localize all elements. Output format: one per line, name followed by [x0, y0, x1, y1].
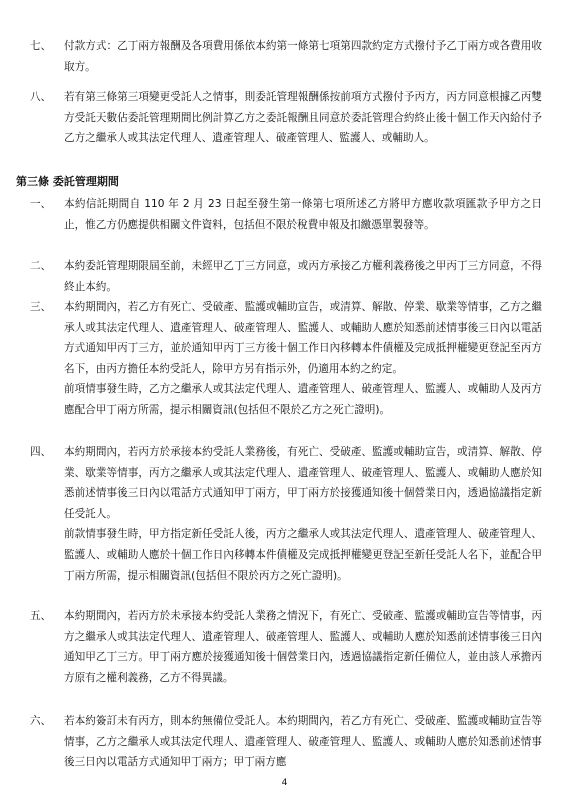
item-text: 本約委託管理期限屆至前，未經甲乙丁三方同意，或丙方承接乙方權利義務後之甲丙丁三方同意，不得終止本約。	[64, 260, 542, 293]
item-text: 付款方式：乙丁兩方報酬及各項費用係依本約第一條第七項第四款約定方式撥付予乙丁兩方或各費用收取方。	[64, 40, 542, 73]
item-number: 五、	[30, 610, 52, 622]
list-item	[0, 711, 569, 773]
item-number: 二、	[30, 260, 52, 272]
item-number: 六、	[30, 715, 52, 727]
item-number: 三、	[30, 301, 52, 313]
item-number: 七、	[30, 40, 52, 52]
item-number: 四、	[30, 446, 52, 458]
page-number: 4	[281, 778, 288, 788]
list-item	[0, 442, 569, 586]
list-item	[0, 256, 569, 297]
section-heading: 第三條 委託管理期間	[16, 175, 119, 188]
item-paragraph: 前項情事發生時，乙方之繼承人或其法定代理人、遺產管理人、破產管理人、監護人、或輔助人及丙方應配合甲丁兩方所需，提示相關資訊(包括但不限於乙方之死亡證明)。	[64, 383, 542, 416]
list-item	[0, 194, 569, 235]
item-text: 本約期間內，若丙方於未承接本約受託人業務之情況下，有死亡、受破產、監護或輔助宣告等情事，丙方之繼承人或其法定代理人、遺產管理人、破產管理人、監護人、或輔助人應於知悉前述情事後三日內通知甲乙丁三方。甲丁兩方應於接獲通知後十個營業日內，透過協議指定新任備位人，並由該人承擔丙方原有之權利義務，乙方不得異議。	[64, 610, 542, 684]
item-number: 八、	[30, 91, 52, 103]
item-text: 本約期間內，若乙方有死亡、受破產、監護或輔助宣告，或清算、解散、停業、歇業等情事，乙方之繼承人或其法定代理人、遺產管理人、破產管理人、監護人、或輔助人應於知悉前述情事後三日內以電話方式通知甲丙丁三方，並於通知甲丙丁三方後十個工作日內移轉本件債權及完成抵押權變更登記至丙方名下，由丙方擔任本約受託人，除甲方另有指示外，仍適用本約之約定。	[64, 301, 542, 375]
item-paragraph: 前款情事發生時，甲方指定新任受託人後，丙方之繼承人或其法定代理人、遺產管理人、破產管理人、監護人、或輔助人應於十個工作日內移轉本件債權及完成抵押權變更登記至新任受託人名下，並配合甲丁兩方所需，提示相關資訊(包括但不限於丙方之死亡證明)。	[64, 528, 542, 582]
item-number: 一、	[30, 198, 52, 210]
item-text: 本約信託期間自 110 年 2 月 23 日起至發生第一條第七項所述乙方將甲方應收款項匯款予甲方之日止，惟乙方仍應提供相關文件資料，包括但不限於稅費申報及扣繳憑單製發等。	[64, 198, 542, 231]
list-item	[0, 87, 569, 149]
item-text: 若有第三條第三項變更受託人之情事，則委託管理報酬係按前項方式撥付予丙方，丙方同意根據乙丙雙方受託天數佔委託管理期間比例計算乙方之委託報酬且同意於委託管理合約終止後十個工作天內給付予乙方之繼承人或其法定代理人、遺產管理人、破產管理人、監護人、或輔助人。	[64, 91, 542, 145]
item-text: 若本約簽訂未有丙方，則本約無備位受託人。本約期間內，若乙方有死亡、受破產、監護或輔助宣告等情事，乙方之繼承人或其法定代理人、遺產管理人、破產管理人、監護人、或輔助人應於知悉前述情事後三日內以電話方式通知甲丁兩方；甲丁兩方應	[64, 715, 542, 769]
item-text: 本約期間內，若丙方於承接本約受託人業務後，有死亡、受破產、監護或輔助宣告，或清算、解散、停業、歇業等情事，丙方之繼承人或其法定代理人、遺產管理人、破產管理人、監護人、或輔助人應於知悉前述情事後三日內以電話方式通知甲丁兩方，甲丁兩方於接獲通知後十個營業日內，透過協議指定新任受託人。	[64, 446, 542, 520]
list-item	[0, 36, 569, 77]
list-item	[0, 606, 569, 688]
list-item	[0, 297, 569, 421]
